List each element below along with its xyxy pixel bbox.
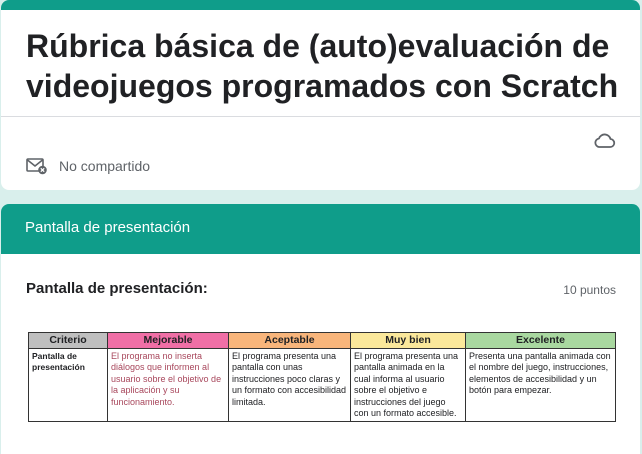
cell-muy-bien: El programa presenta una pantalla animada en la cual informa al usuario sobre el objetivo e instrucciones del juego con un formato accesible.	[351, 349, 466, 422]
section-header	[1, 204, 640, 254]
header-muy-bien: Muy bien	[351, 333, 466, 349]
cell-mejorable: El programa no inserta diálogos que informen al usuario sobre el objetivo de la aplicación y su funcionamiento.	[108, 349, 229, 422]
form-title: Rúbrica básica de (auto)evaluación de videojuegos programados con Scratch	[26, 28, 619, 104]
cell-excelente: Presenta una pantalla animada con el nombre del juego, instrucciones, elementos de accesibilidad y un botón para empezar.	[466, 349, 616, 422]
title-divider	[1, 116, 640, 117]
cell-aceptable: El programa presenta una pantalla con unas instrucciones poco claras y un formato con accesibilidad limitada.	[229, 349, 351, 422]
rubric-table	[28, 332, 616, 422]
cloud-icon[interactable]	[592, 130, 616, 150]
section-title: Pantalla de presentación	[25, 219, 191, 236]
header-mejorable: Mejorable	[108, 333, 229, 349]
header-criterio: Criterio	[29, 333, 108, 349]
question-card	[1, 254, 640, 454]
share-status: No compartido	[59, 158, 151, 174]
question-title: Pantalla de presentación:	[26, 280, 208, 297]
form-title-card	[1, 0, 640, 190]
cell-criterio: Pantalla de presentación	[29, 349, 108, 422]
header-excelente: Excelente	[466, 333, 616, 349]
mail-not-shared-icon	[26, 157, 48, 175]
points-label: 10 puntos	[563, 283, 616, 297]
rubric-header-row	[29, 333, 616, 349]
header-aceptable: Aceptable	[229, 333, 351, 349]
rubric-row	[29, 349, 616, 422]
